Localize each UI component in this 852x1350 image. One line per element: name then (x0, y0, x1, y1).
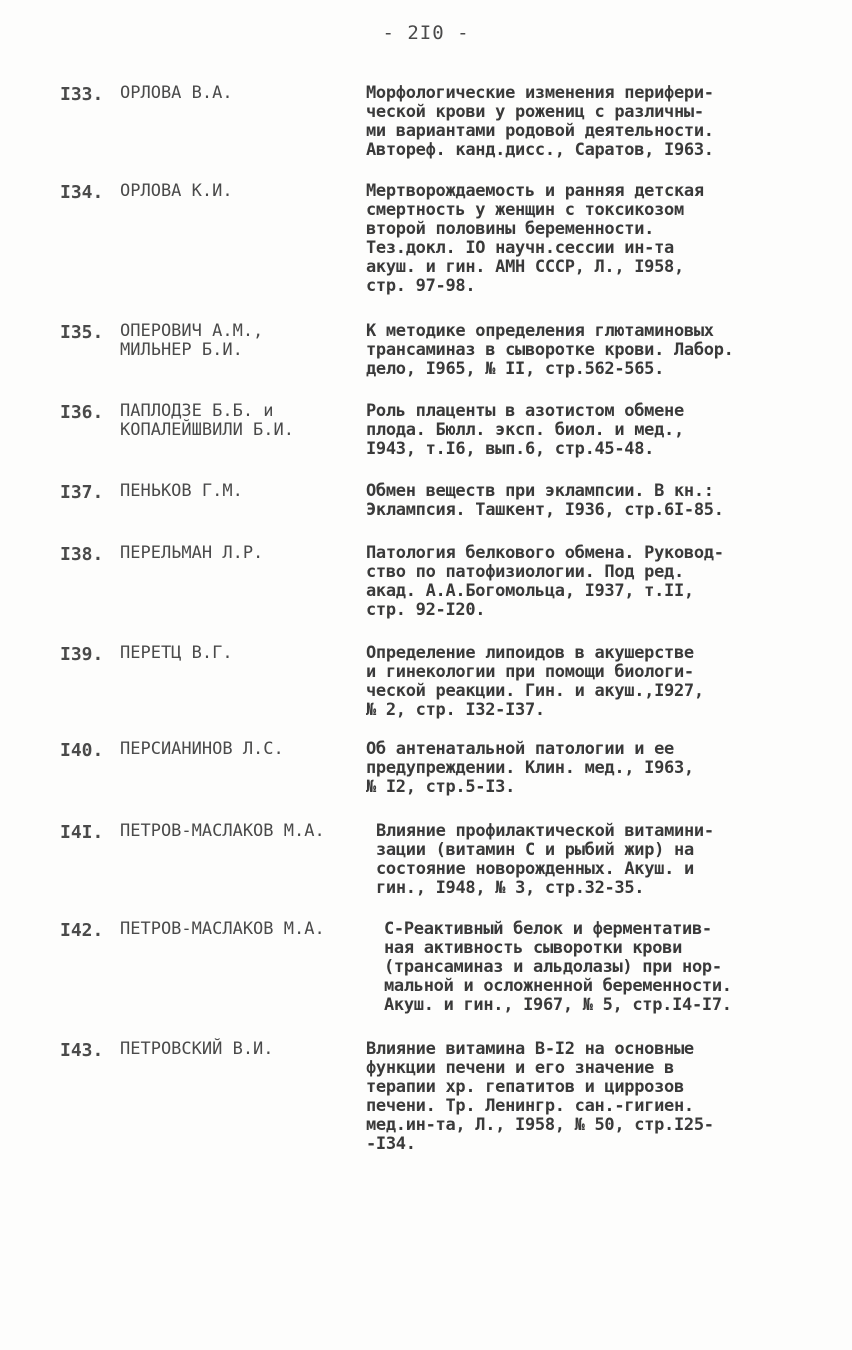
entry-number: I34. (60, 182, 104, 203)
entry-author: ПЕТРОВ-МАСЛАКОВ М.А. (120, 821, 325, 841)
entry-number: I4I. (60, 822, 104, 843)
entry-reference: Влияние профилактической витамини- зации (витамин С и рыбий жир) на состояние новорожденных. Акуш. и гин., I948, № 3, стр.32-35. (376, 821, 714, 898)
entry-author: ПЕРЕЛЬМАН Л.Р. (120, 543, 264, 563)
entry-number: I33. (60, 84, 104, 105)
entry-number: I40. (60, 740, 104, 761)
entry-author: ПЕРЕТЦ В.Г. (120, 643, 233, 663)
entry-author: ОПЕРОВИЧ А.М., МИЛЬНЕР Б.И. (120, 321, 264, 360)
page-number: - 2I0 - (382, 22, 470, 44)
entry-reference: Об антенатальной патологии и ее предупреждении. Клин. мед., I963, № I2, стр.5-I3. (366, 739, 694, 797)
entry-number: I39. (60, 644, 104, 665)
entry-reference: Морфологические изменения перифери- ческой крови у рожениц с различны- ми вариантами родовой деятельности. Автореф. канд.дисс., Саратов, I963. (366, 83, 714, 160)
entry-author: ОРЛОВА В.А. (120, 83, 233, 103)
entry-author: ПАПЛОДЗЕ Б.Б. и КОПАЛЕЙШВИЛИ Б.И. (120, 401, 294, 440)
entry-number: I35. (60, 322, 104, 343)
entry-reference: К методике определения глютаминовых трансаминаз в сыворотке крови. Лабор. дело, I965, № II, стр.562-565. (366, 321, 734, 379)
entry-reference: С-Реактивный белок и ферментатив- ная активность сыворотки крови (трансаминаз и альдолазы) при нор- мальной и осложненной беременности. Акуш. и гин., I967, № 5, стр.I4-I7. (384, 919, 732, 1015)
entry-number: I43. (60, 1040, 104, 1061)
entry-reference: Мертворождаемость и ранняя детская смертность у женщин с токсикозом второй половины беременности. Тез.докл. IО научн.сессии ин-та акуш. и гин. АМН СССР, Л., I958, стр. 97-98. (366, 181, 704, 296)
entry-reference: Влияние витамина В-I2 на основные функции печени и его значение в терапии хр. гепатитов и циррозов печени. Тр. Ленингр. сан.-гигиен. мед.ин-та, Л., I958, № 50, стр.I25- -I34. (366, 1039, 714, 1154)
entry-author: ПЕТРОВСКИЙ В.И. (120, 1039, 274, 1059)
entry-reference: Обмен веществ при эклампсии. В кн.: Эклампсия. Ташкент, I936, стр.6I-85. (366, 481, 724, 520)
entry-author: ПЕРСИАНИНОВ Л.С. (120, 739, 284, 759)
entry-number: I38. (60, 544, 104, 565)
entry-reference: Определение липоидов в акушерстве и гинекологии при помощи биологи- ческой реакции. Гин. и акуш.,I927, № 2, стр. I32-I37. (366, 643, 704, 720)
entry-reference: Патология белкового обмена. Руковод- ство по патофизиологии. Под ред. акад. А.А.Богомольца, I937, т.II, стр. 92-I20. (366, 543, 724, 620)
entry-number: I37. (60, 482, 104, 503)
entry-author: ПЕНЬКОВ Г.М. (120, 481, 243, 501)
entry-number: I36. (60, 402, 104, 423)
entry-author: ОРЛОВА К.И. (120, 181, 233, 201)
entry-reference: Роль плаценты в азотистом обмене плода. Бюлл. эксп. биол. и мед., I943, т.I6, вып.6, стр.45-48. (366, 401, 684, 459)
entry-author: ПЕТРОВ-МАСЛАКОВ М.А. (120, 919, 325, 939)
entry-number: I42. (60, 920, 104, 941)
